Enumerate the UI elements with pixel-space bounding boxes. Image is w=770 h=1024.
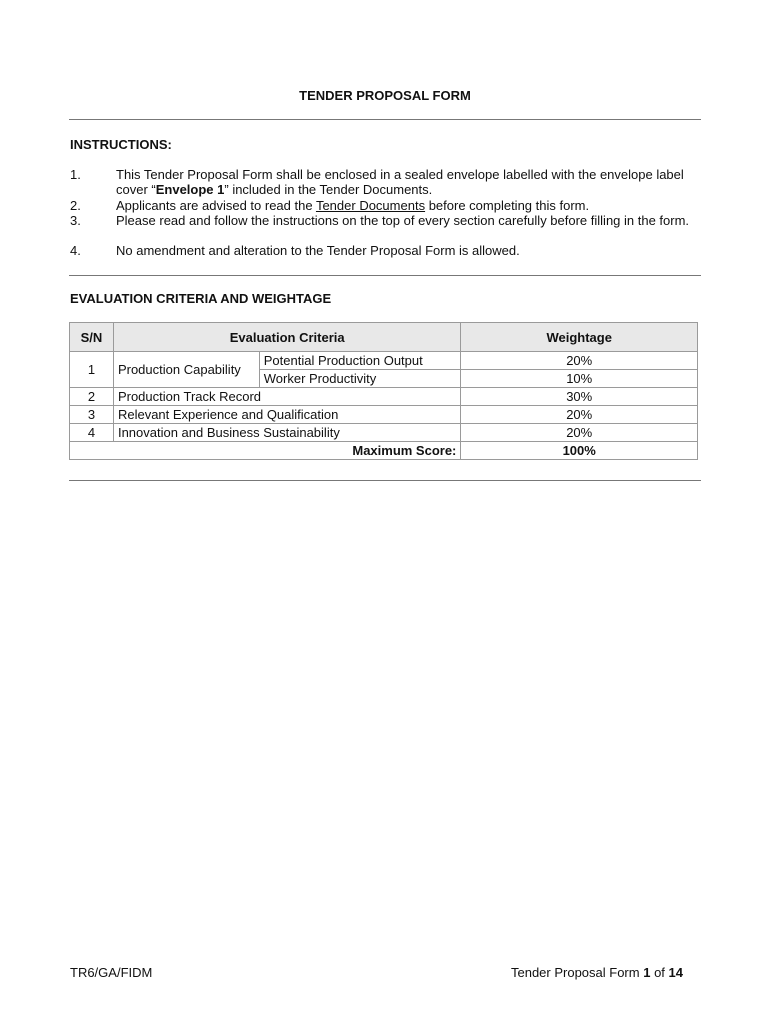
footer-page-info: Tender Proposal Form 1 of 14 <box>510 965 683 980</box>
divider <box>69 119 701 120</box>
divider <box>69 480 701 481</box>
divider <box>69 275 701 276</box>
evaluation-table <box>69 322 698 460</box>
cell-sn: 4 <box>70 424 114 442</box>
table-row <box>70 406 698 424</box>
instructions-heading: INSTRUCTIONS: <box>70 137 172 152</box>
instruction-number: 4. <box>70 243 81 258</box>
cell-weight: 20% <box>461 424 698 442</box>
table-row <box>70 352 698 370</box>
instruction-number: 2. <box>70 198 81 213</box>
cell-criteria: Production Track Record <box>113 388 460 406</box>
evaluation-heading: EVALUATION CRITERIA AND WEIGHTAGE <box>70 291 332 306</box>
header-weightage: Weightage <box>461 323 698 352</box>
instruction-3: Please read and follow the instructions on the top of every section carefully before filling in the form. <box>116 213 690 228</box>
cell-sn: 3 <box>70 406 114 424</box>
cell-sn: 1 <box>70 352 114 388</box>
cell-criteria: Relevant Experience and Qualification <box>113 406 460 424</box>
header-criteria: Evaluation Criteria <box>113 323 460 352</box>
cell-subcriteria: Potential Production Output <box>259 352 461 370</box>
instruction-2: Applicants are advised to read the Tender Documents before completing this form. <box>116 198 590 213</box>
envelope-label: Envelope 1 <box>155 182 225 197</box>
total-value: 100% <box>461 442 698 460</box>
table-row <box>70 388 698 406</box>
instruction-1: This Tender Proposal Form shall be enclosed in a sealed envelope labelled with the envelope label cover “Envelope 1” included in the Tender Documents. <box>116 167 684 197</box>
instruction-4: No amendment and alteration to the Tender Proposal Form is allowed. <box>116 243 520 258</box>
total-pages: 14 <box>668 965 683 980</box>
footer-reference: TR6/GA/FIDM <box>70 965 153 980</box>
page-title: TENDER PROPOSAL FORM <box>299 88 471 103</box>
current-page: 1 <box>643 965 651 980</box>
instruction-number: 3. <box>70 213 81 228</box>
cell-criteria: Innovation and Business Sustainability <box>113 424 460 442</box>
table-total-row <box>70 442 698 460</box>
header-sn: S/N <box>70 323 114 352</box>
cell-subcriteria: Worker Productivity <box>259 370 461 388</box>
cell-criteria: Production Capability <box>113 352 259 388</box>
table-header-row <box>70 323 698 352</box>
cell-weight: 20% <box>461 406 698 424</box>
table-row <box>70 424 698 442</box>
cell-weight: 30% <box>461 388 698 406</box>
total-label: Maximum Score: <box>70 442 461 460</box>
tender-documents-link[interactable]: Tender Documents <box>315 198 426 213</box>
instruction-number: 1. <box>70 167 81 182</box>
cell-weight: 20% <box>461 352 698 370</box>
cell-sn: 2 <box>70 388 114 406</box>
cell-weight: 10% <box>461 370 698 388</box>
